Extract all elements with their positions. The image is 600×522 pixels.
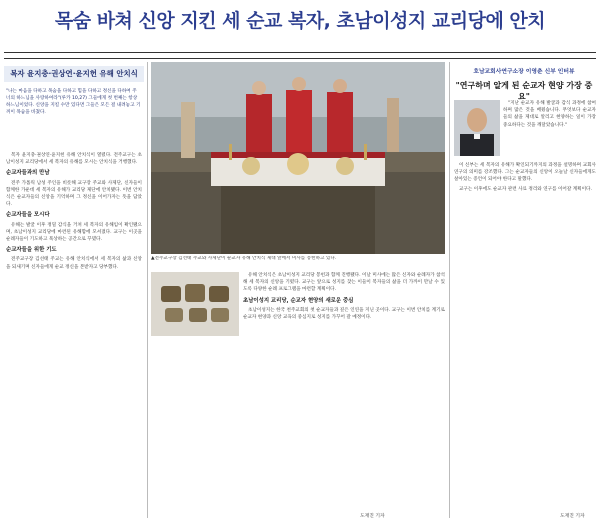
opening-quote: "나는 마음을 다하고 목숨을 다하고 힘을 다하고 정신을 다하여 주 너의 하느님을 사랑하여라"(루카 10,27) 그들에게 첫 번째는 항상 하느님이었다. 신앙을 지킬 수만 있다면 그들은 모든 걸 내려놓고 기꺼이 목숨을 바쳤다. bbox=[6, 89, 141, 115]
left-section-heading-2: 순교자들을 모시다 bbox=[6, 212, 50, 219]
left-section-heading-1: 순교자들과의 만남 bbox=[6, 170, 50, 177]
photo-caption: ▲전주교구장 김선태 주교와 사제단이 순교자 유해 안치식 제대 앞에서 미사를 봉헌하고 있다. bbox=[151, 256, 337, 261]
left-paragraph-4: 전주교구장 김선태 주교는 유해 안치식에서 세 복자의 삶과 신앙을 되새기며 신자들에게 순교 정신을 본받자고 당부했다. bbox=[6, 257, 142, 270]
left-section-heading-3: 순교자들을 위한 기도 bbox=[6, 247, 57, 254]
interview-paragraph-2: 이 신부는 세 복자의 유해가 확인되기까지의 과정을 설명하며 교회사 연구의 의미를 강조했다. 그는 순교자들의 신앙이 오늘날 신자들에게도 살아있는 증언이 되어야 한다고 말했다. bbox=[454, 163, 596, 183]
interview-body bbox=[454, 162, 596, 508]
interview-label: 호남교회사연구소장 이영춘 신부 인터뷰 bbox=[473, 69, 575, 75]
main-photo bbox=[151, 62, 445, 254]
middle-paragraph-2: 초남이성지는 한국 천주교회의 첫 순교자들과 깊은 인연을 지닌 곳이다. 교구는 이번 안치를 계기로 순교자 현양과 신앙 교육의 중심지로 성지를 가꾸어 갈 예정이다. bbox=[243, 307, 445, 321]
interview-paragraph-3: 교구는 이후에도 순교자 관련 사료 정리와 연구를 이어갈 계획이다. bbox=[459, 186, 592, 192]
interview-intro bbox=[503, 100, 596, 158]
middle-section-heading: 초남이성지 교리당, 순교자 현양의 새로운 중심 bbox=[243, 297, 354, 304]
interview-paragraph-1: "지난 순교자 유해 발굴과 감식 과정에 참여하며 많은 것을 배웠습니다. 무엇보다 순교자들의 삶을 제대로 알리고 현양하는 일이 가장 중요하다는 것을 깨달았습니다." bbox=[503, 101, 596, 128]
subheading-bar: 복자 윤지충·권상연·윤지헌 유해 안치식 bbox=[4, 66, 144, 82]
top-rule bbox=[4, 52, 596, 53]
side-byline: 도재진 기자 bbox=[560, 514, 585, 519]
column-divider-left bbox=[147, 62, 148, 518]
column-divider-right bbox=[449, 62, 450, 518]
left-column-text bbox=[6, 152, 142, 518]
priest-portrait bbox=[454, 100, 500, 156]
middle-paragraph-1: 유해 안치식은 초남이성지 교리당 봉헌과 함께 진행됐다. 이날 미사에는 많은 신자와 순례자가 참석해 세 복자의 신앙을 기렸다. 교구는 앞으로 성지를 찾는 이들이 복자들의 삶을 더 가까이 만날 수 있도록 다양한 순례 프로그램을 마련할 계획이다. bbox=[243, 273, 445, 293]
middle-column-text bbox=[243, 272, 445, 512]
top-rule-2 bbox=[4, 58, 596, 59]
reliquary-photo bbox=[151, 272, 239, 336]
middle-byline: 도재진 기자 bbox=[360, 514, 385, 519]
left-paragraph-3: 유해는 발굴 이후 정밀 감식을 거쳐 세 복자의 유해임이 확인됐으며, 초남이성지 교리당에 마련된 유해함에 모셔졌다. 교구는 이곳을 순례자들이 기도하고 묵상하는 공간으로 꾸몄다. bbox=[6, 222, 142, 243]
headline: 목숨 바쳐 신앙 지킨 세 순교 복자, 초남이성지 교리당에 안치 bbox=[54, 10, 546, 32]
left-paragraph-1: 복자 윤지충·권상연·윤지헌 유해 안치식이 열렸다. 전주교구는 초남이성지 교리당에서 세 복자의 유해를 모시는 안치식을 거행했다. bbox=[6, 153, 142, 166]
interview-title: "연구하며 알게 된 순교자 현양 가장 중요" bbox=[455, 81, 593, 101]
left-paragraph-2: 전주 가톨릭 남성 주인을 비롯해 교구장 주교와 사제단, 신자들이 함께한 가운데 세 복자의 유해가 교리당 제단에 안치됐다. 이번 안치식은 순교자들의 신앙을 기억하며 그 정신을 이어가자는 뜻을 담았다. bbox=[6, 180, 142, 208]
